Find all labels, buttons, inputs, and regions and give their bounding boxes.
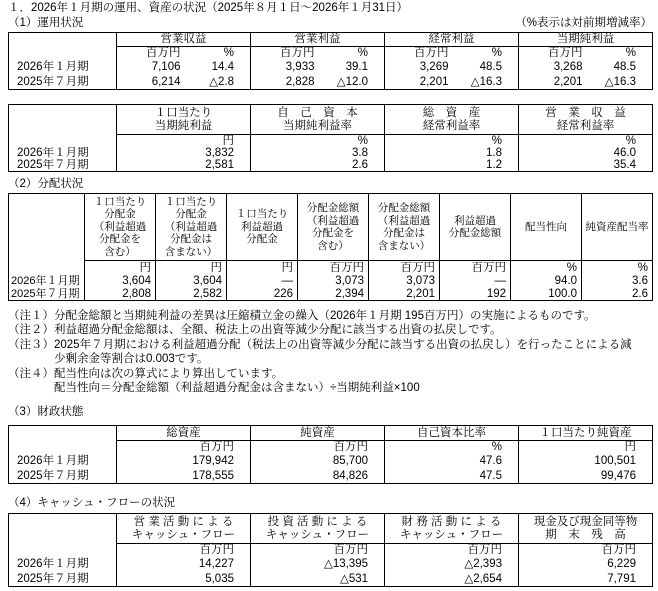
period-label: 2025年７月期 bbox=[9, 572, 117, 587]
column-header: 分配金総額 （利益超過 分配金は 含まない） bbox=[369, 194, 440, 261]
value-cell: △531 bbox=[251, 572, 385, 587]
value-cell: 7,106 bbox=[117, 60, 187, 75]
column-header: 純資産配当率 bbox=[582, 194, 653, 261]
unit-cell: 百万円 bbox=[369, 261, 440, 275]
value-cell: 94.0 bbox=[511, 275, 582, 288]
table-row bbox=[9, 147, 653, 159]
value-cell: 1.8 bbox=[385, 147, 519, 159]
value-cell: 3,832 bbox=[117, 147, 251, 159]
unit-cell: 百万円 bbox=[251, 441, 385, 454]
column-header: １口当たり 利益超過 分配金 bbox=[227, 194, 298, 261]
value-cell: 48.5 bbox=[613, 61, 636, 73]
unit-cell: % bbox=[385, 135, 519, 148]
value-cell: 84,826 bbox=[251, 469, 385, 484]
table-header-row bbox=[9, 33, 653, 47]
column-header: 自己資本比率 bbox=[385, 426, 519, 441]
value-cell: 3,268 bbox=[519, 60, 589, 75]
unit-cell: 百万円 bbox=[298, 261, 369, 275]
table-row bbox=[9, 288, 653, 301]
unit-cell: 円 bbox=[85, 261, 156, 275]
corner-cell bbox=[9, 426, 117, 454]
value-cell: 3,073 bbox=[298, 275, 369, 288]
table-row bbox=[9, 469, 653, 484]
period-label: 2026年１月期 bbox=[9, 275, 85, 288]
corner-cell bbox=[9, 105, 117, 148]
column-header: 投 資 活 動 に よ る キャッシュ・フロー bbox=[251, 514, 385, 544]
value-cell: 3.6 bbox=[582, 275, 653, 288]
value-cell: △12.0 bbox=[336, 75, 368, 88]
unit-cell: % bbox=[582, 261, 653, 275]
value-cell: △2,393 bbox=[385, 557, 519, 572]
unit-cell: 円 bbox=[117, 135, 251, 148]
column-header: 当期純利益 bbox=[519, 33, 653, 47]
value-cell: 2.6 bbox=[582, 288, 653, 301]
value-cell: 2,201 bbox=[385, 75, 455, 90]
value-cell: 2,581 bbox=[117, 159, 251, 172]
period-label: 2025年７月期 bbox=[9, 75, 117, 90]
value-cell: 226 bbox=[227, 288, 298, 301]
column-header: 営業利益 bbox=[251, 33, 385, 47]
period-label: 2025年７月期 bbox=[9, 469, 117, 484]
unit-cell: % bbox=[511, 261, 582, 275]
unit-cell: 百万円 bbox=[117, 441, 251, 454]
period-label: 2026年１月期 bbox=[9, 60, 117, 75]
percent-remark: （%表示は対前期増減率） bbox=[515, 17, 652, 29]
column-header: 営業収益 bbox=[117, 33, 251, 47]
value-cell: 14.4 bbox=[211, 61, 234, 73]
column-header: 現金及び現金同等物 期 末 残 高 bbox=[519, 514, 653, 544]
value-cell: 35.4 bbox=[519, 159, 653, 172]
table-row bbox=[9, 454, 653, 469]
column-header: 純資産 bbox=[251, 426, 385, 441]
value-cell: 2,808 bbox=[85, 288, 156, 301]
section-label-financial-position: （3）財政状態 bbox=[8, 406, 84, 418]
column-header: 分配金総額 （利益超過 分配金を 含む） bbox=[298, 194, 369, 261]
unit-cell: % bbox=[625, 47, 636, 60]
value-cell: 85,700 bbox=[251, 454, 385, 469]
value-cell: ― bbox=[227, 275, 298, 288]
period-label: 2026年１月期 bbox=[9, 454, 117, 469]
distributions-table bbox=[8, 193, 653, 301]
column-header: 自 己 資 本 当期純利益率 bbox=[251, 105, 385, 135]
corner-cell bbox=[9, 194, 85, 275]
note-text: 配当性向は次の算式により算出しています。 bbox=[54, 367, 284, 380]
value-cell: 178,555 bbox=[117, 469, 251, 484]
value-cell: 2,394 bbox=[298, 288, 369, 301]
value-cell: 1.2 bbox=[385, 159, 519, 172]
period-label: 2025年７月期 bbox=[9, 288, 85, 301]
unit-cell: % bbox=[357, 47, 368, 60]
note-body bbox=[54, 323, 652, 337]
note-mark: （注２） bbox=[8, 324, 54, 337]
unit-cell: 百万円 bbox=[385, 47, 455, 60]
unit-cell: 百万円 bbox=[117, 544, 251, 557]
period-label: 2026年１月期 bbox=[9, 557, 117, 572]
column-header: 総資産 bbox=[117, 426, 251, 441]
value-cell: 48.5 bbox=[479, 61, 502, 73]
unit-cell: % bbox=[491, 47, 502, 60]
page-title: １．2026年１月期の運用、資産の状況（2025年８月１日～2026年１月31日） bbox=[8, 2, 409, 14]
cash-flows-table bbox=[8, 513, 653, 587]
value-cell: 47.5 bbox=[385, 469, 519, 484]
unit-cell: 百万円 bbox=[385, 544, 519, 557]
value-cell: ― bbox=[440, 275, 511, 288]
value-cell: 100,501 bbox=[519, 454, 653, 469]
value-cell: 3,604 bbox=[85, 275, 156, 288]
table-row bbox=[9, 60, 653, 75]
note-body bbox=[54, 367, 652, 396]
value-cell: 100.0 bbox=[511, 288, 582, 301]
note-mark: （注３） bbox=[8, 338, 54, 351]
note-text: 分配金総額と当期純利益の差異は圧縮積立金の繰入（2026年１月期 195百万円）の実施によるものです。 bbox=[54, 310, 596, 322]
section-label-operations: （1）運用状況 bbox=[8, 17, 84, 29]
table-header-row bbox=[9, 194, 653, 261]
value-cell: 6,229 bbox=[519, 557, 653, 572]
value-cell: 3,604 bbox=[156, 275, 227, 288]
table-header-row bbox=[9, 105, 653, 135]
value-cell: 14,227 bbox=[117, 557, 251, 572]
value-cell: 7,791 bbox=[519, 572, 653, 587]
note-2 bbox=[8, 323, 652, 337]
note-mark: （注１） bbox=[8, 310, 54, 322]
column-header: 営 業 収 益 経常利益率 bbox=[519, 105, 653, 135]
note-4 bbox=[8, 367, 652, 396]
corner-cell bbox=[9, 514, 117, 557]
value-cell: △13,395 bbox=[251, 557, 385, 572]
value-cell: 2,582 bbox=[156, 288, 227, 301]
value-cell: 3,933 bbox=[251, 60, 321, 75]
unit-cell: % bbox=[223, 47, 234, 60]
value-cell: 2,201 bbox=[369, 288, 440, 301]
value-cell: 2,201 bbox=[519, 75, 589, 90]
value-cell: △16.3 bbox=[470, 75, 502, 88]
unit-cell: % bbox=[251, 135, 385, 148]
table-header-row bbox=[9, 426, 653, 441]
value-cell: 179,942 bbox=[117, 454, 251, 469]
section-label-cash-flows: （4）キャッシュ・フローの状況 bbox=[8, 497, 176, 509]
value-cell: △2,654 bbox=[385, 572, 519, 587]
unit-cell: 百万円 bbox=[519, 544, 653, 557]
value-cell: 192 bbox=[440, 288, 511, 301]
value-cell: 5,035 bbox=[117, 572, 251, 587]
value-cell: 99,476 bbox=[519, 469, 653, 484]
unit-cell: % bbox=[519, 135, 653, 148]
column-header: 配当性向 bbox=[511, 194, 582, 261]
unit-cell: 百万円 bbox=[440, 261, 511, 275]
value-cell: △16.3 bbox=[604, 75, 636, 88]
column-header: 経常利益 bbox=[385, 33, 519, 47]
note-text: 利益超過分配金総額は、全額、税法上の出資等減少分配に該当する出資の払戻しです。 bbox=[54, 324, 502, 337]
note-body bbox=[54, 338, 652, 367]
note-text: 少剰余金等割合は0.003です。 bbox=[54, 353, 209, 366]
value-cell: 39.1 bbox=[345, 61, 368, 73]
note-mark: （注４） bbox=[8, 367, 54, 380]
column-header: １口当たり純資産 bbox=[519, 426, 653, 441]
value-cell: 3,073 bbox=[369, 275, 440, 288]
note-1 bbox=[8, 309, 652, 323]
unit-row bbox=[9, 261, 653, 275]
table-row bbox=[9, 572, 653, 587]
column-header: 営 業 活 動 に よ る キャッシュ・フロー bbox=[117, 514, 251, 544]
unit-cell: 円 bbox=[156, 261, 227, 275]
table-row bbox=[9, 159, 653, 172]
table-row bbox=[9, 557, 653, 572]
unit-cell: 円 bbox=[227, 261, 298, 275]
unit-cell: 円 bbox=[519, 441, 653, 454]
value-cell: 2,828 bbox=[251, 75, 321, 90]
per-unit-ratios-table bbox=[8, 104, 653, 172]
operating-results-table bbox=[8, 32, 653, 90]
value-cell: 3.8 bbox=[251, 147, 385, 159]
value-cell: 3,269 bbox=[385, 60, 455, 75]
distribution-notes bbox=[8, 309, 652, 395]
column-header: 総 資 産 経常利益率 bbox=[385, 105, 519, 135]
note-formula: 配当性向＝分配金総額（利益超過分配金は含まない）÷当期純利益×100 bbox=[54, 382, 420, 395]
period-label: 2026年１月期 bbox=[9, 147, 117, 159]
table-row bbox=[9, 275, 653, 288]
financial-position-table bbox=[8, 425, 653, 484]
unit-cell: 百万円 bbox=[251, 47, 321, 60]
value-cell: 46.0 bbox=[519, 147, 653, 159]
table-header-row bbox=[9, 514, 653, 544]
column-header: 利益超過 分配金総額 bbox=[440, 194, 511, 261]
value-cell: 47.6 bbox=[385, 454, 519, 469]
value-cell: △2.8 bbox=[209, 75, 234, 88]
column-header: １口当たり 分配金 （利益超過 分配金は 含まない） bbox=[156, 194, 227, 261]
column-header: １口当たり 分配金 （利益超過 分配金を 含む） bbox=[85, 194, 156, 261]
value-cell: 2.6 bbox=[251, 159, 385, 172]
table-row bbox=[9, 75, 653, 90]
note-text: 2025年７月期における利益超過分配（税法上の出資等減少分配に該当する出資の払戻し）を行ったことによる減 bbox=[54, 338, 632, 351]
unit-cell: 百万円 bbox=[519, 47, 589, 60]
note-3 bbox=[8, 338, 652, 367]
value-cell: 6,214 bbox=[117, 75, 187, 90]
unit-cell: 百万円 bbox=[251, 544, 385, 557]
section-label-distributions: （2）分配状況 bbox=[8, 178, 84, 190]
corner-cell bbox=[9, 33, 117, 60]
unit-cell: % bbox=[385, 441, 519, 454]
note-body bbox=[54, 309, 652, 323]
column-header: 財 務 活 動 に よ る キャッシュ・フロー bbox=[385, 514, 519, 544]
column-header: １口当たり 当期純利益 bbox=[117, 105, 251, 135]
period-label: 2025年７月期 bbox=[9, 159, 117, 172]
unit-cell: 百万円 bbox=[117, 47, 187, 60]
